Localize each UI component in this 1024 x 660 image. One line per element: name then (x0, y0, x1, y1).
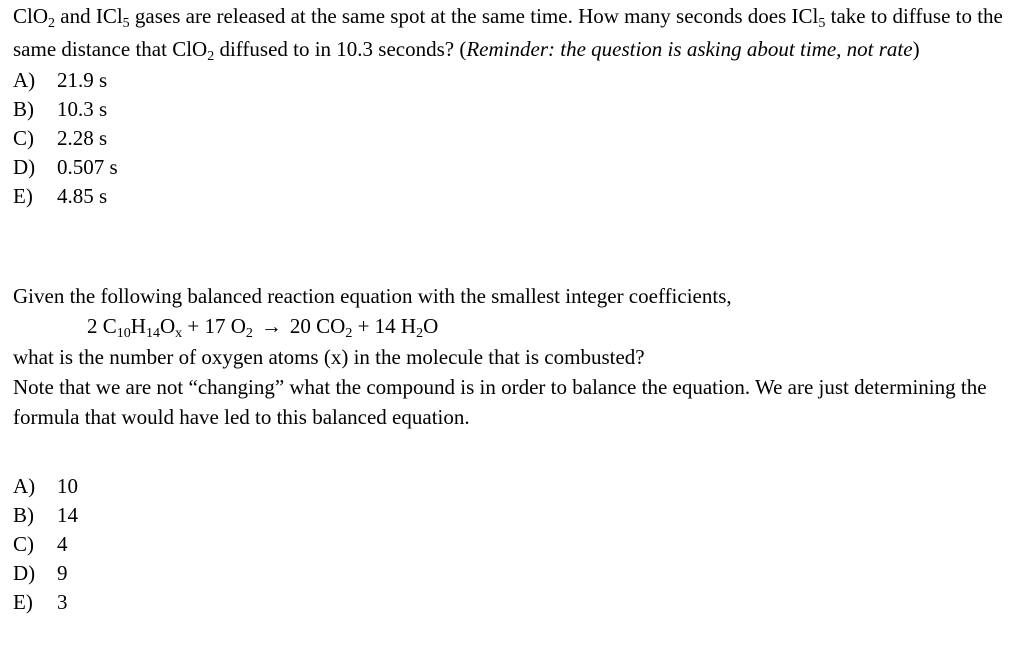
equation-text: 20 CO (289, 314, 346, 338)
question-2 (13, 281, 1017, 617)
reaction-arrow-icon: → (260, 314, 282, 338)
choice-d (13, 153, 1017, 182)
choice-text: 9 (57, 561, 68, 585)
choice-e (13, 182, 1017, 211)
question-1-choices (13, 66, 1017, 211)
subscript: 2 (207, 49, 215, 64)
stem-text: gases are released at the same spot at the same time. How many seconds does ICl (129, 4, 819, 28)
stem-text: ) (912, 37, 920, 61)
choice-e (13, 588, 1017, 617)
subscript: 2 (245, 326, 253, 341)
stem-text: and ICl (55, 4, 123, 28)
choice-text: 4.85 s (57, 184, 108, 208)
subscript: 14 (145, 326, 160, 341)
stem-text: diffused to in 10.3 seconds? ( (214, 37, 467, 61)
question-1 (13, 0, 1017, 211)
choice-letter: E) (13, 184, 33, 208)
equation-text: + 17 O (182, 314, 246, 338)
choice-text: 3 (57, 590, 68, 614)
choice-letter: E) (13, 590, 33, 614)
subscript: 10 (116, 326, 131, 341)
choice-text: 21.9 s (57, 68, 108, 92)
question-2-intro: Given the following balanced reaction equation with the smallest integer coefficients, (13, 284, 732, 308)
choice-letter: B) (13, 97, 34, 121)
equation-text: H (130, 314, 146, 338)
formula-text: ClO (13, 4, 49, 28)
choice-c (13, 124, 1017, 153)
choice-letter: A) (13, 68, 36, 92)
choice-text: 0.507 s (57, 155, 118, 179)
subscript: 5 (122, 16, 130, 31)
question-1-stem (13, 0, 1017, 66)
choice-text: 4 (57, 532, 68, 556)
question-2-ask: what is the number of oxygen atoms (x) in the molecule that is combusted? (13, 345, 645, 369)
question-2-choices (13, 472, 1017, 617)
choice-a (13, 472, 1017, 501)
reminder-text: Reminder: the question is asking about time, not rate (466, 37, 913, 61)
subscript: 5 (818, 16, 826, 31)
choice-letter: C) (13, 126, 34, 150)
choice-letter: A) (13, 474, 36, 498)
choice-text: 10.3 s (57, 97, 108, 121)
equation-text: O (159, 314, 176, 338)
choice-letter: D) (13, 155, 36, 179)
choice-d (13, 559, 1017, 588)
choice-letter: B) (13, 503, 34, 527)
choice-letter: C) (13, 532, 34, 556)
choice-text: 14 (57, 503, 78, 527)
equation-text: + 14 H (352, 314, 417, 338)
subscript: 2 (416, 326, 424, 341)
equation-text: O (423, 314, 439, 338)
choice-c (13, 530, 1017, 559)
choice-text: 10 (57, 474, 78, 498)
question-2-note: Note that we are not “changing” what the compound is in order to balance the equation. We are just determining the formula that would have led to this balanced equation. (13, 375, 987, 429)
subscript: 2 (48, 16, 56, 31)
choice-a (13, 66, 1017, 95)
subscript: 2 (345, 326, 353, 341)
choice-text: 2.28 s (57, 126, 108, 150)
choice-letter: D) (13, 561, 36, 585)
equation-text: 2 C (87, 314, 117, 338)
subscript: x (175, 326, 183, 341)
choice-b (13, 95, 1017, 124)
stem-text: take to diffuse to the same distance that ClO (13, 4, 1003, 61)
choice-b (13, 501, 1017, 530)
reaction-equation (87, 311, 1017, 342)
